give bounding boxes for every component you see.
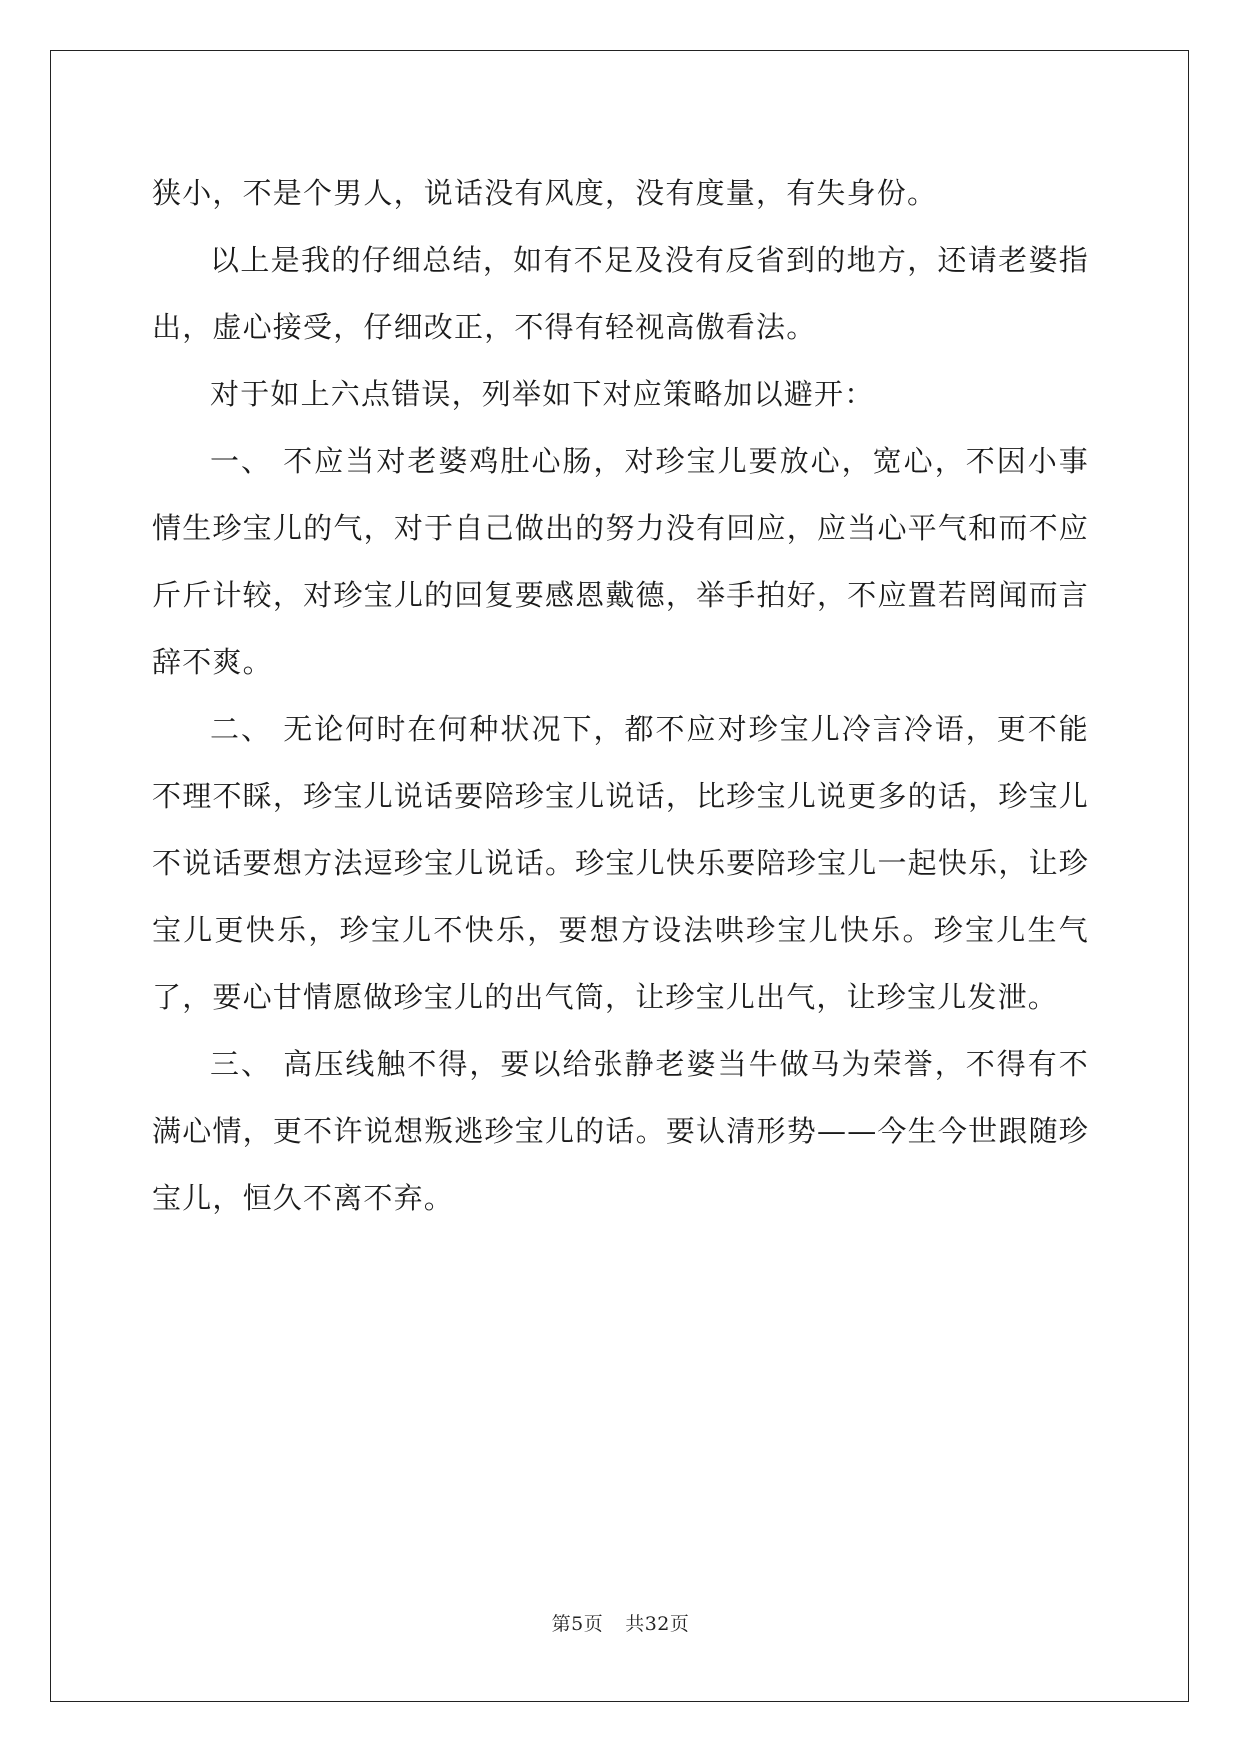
page-number: 5 (571, 1613, 584, 1635)
total-unit: 页 (669, 1613, 690, 1635)
document-body (152, 160, 1089, 1232)
paragraph-4: 一、 不应当对老婆鸡肚心肠，对珍宝儿要放心，宽心，不因小事情生珍宝儿的气，对于自己做出的努力没有回应，应当心平气和而不应斤斤计较，对珍宝儿的回复要感恩戴德，举手拍好，不应置若罔闻而言辞不爽。 (152, 444, 1089, 679)
paragraph-2: 以上是我的仔细总结，如有不足及没有反省到的地方，还请老婆指出，虚心接受，仔细改正，不得有轻视高傲看法。 (152, 243, 1089, 344)
paragraph-5: 二、 无论何时在何种状况下，都不应对珍宝儿冷言冷语，更不能不理不睬，珍宝儿说话要陪珍宝儿说话，比珍宝儿说更多的话，珍宝儿不说话要想方法逗珍宝儿说话。珍宝儿快乐要陪珍宝儿一起快乐，让珍宝儿更快乐，珍宝儿不快乐，要想方设法哄珍宝儿快乐。珍宝儿生气了，要心甘情愿做珍宝儿的出气筒，让珍宝儿出气，让珍宝儿发泄。 (152, 712, 1089, 1014)
total-pages: 32 (644, 1613, 670, 1635)
page-footer (0, 1612, 1241, 1636)
page-label: 第 (551, 1613, 572, 1635)
paragraph-6: 三、 高压线触不得，要以给张静老婆当牛做马为荣誉，不得有不满心情，更不许说想叛逃珍宝儿的话。要认清形势——今生今世跟随珍宝儿，恒久不离不弃。 (152, 1047, 1089, 1215)
page-unit: 页 (583, 1613, 604, 1635)
paragraph-3: 对于如上六点错误，列举如下对应策略加以避开： (210, 377, 875, 411)
total-label: 共 (625, 1613, 645, 1635)
paragraph-1: 狭小，不是个男人，说话没有风度，没有度量，有失身份。 (152, 176, 938, 210)
